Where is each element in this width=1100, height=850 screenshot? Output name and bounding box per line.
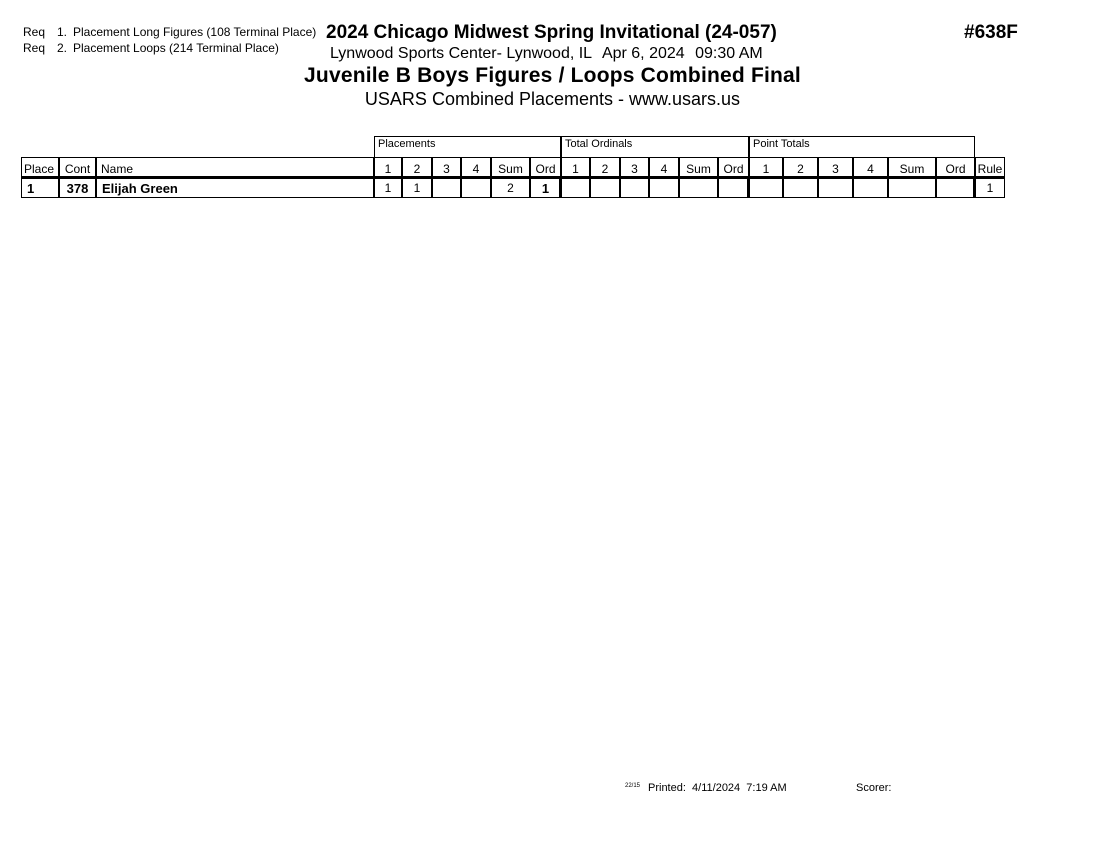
footer-code: 22/15 <box>625 783 641 789</box>
req-text: Placement Loops (214 Terminal Place) <box>73 41 279 55</box>
cell-ordinal-sum <box>679 178 718 198</box>
cell-ordinal-ord <box>718 178 749 198</box>
col-header-placement-4: 4 <box>461 157 491 178</box>
cell-rule: 1 <box>975 178 1005 198</box>
scorer-label: Scorer: <box>856 782 892 794</box>
requirement-1 <box>23 25 316 39</box>
col-header-ordinal-sum: Sum <box>679 157 718 178</box>
col-header-name: Name <box>96 157 374 178</box>
cell-points-ord <box>936 178 975 198</box>
col-header-cont: Cont <box>59 157 96 178</box>
col-header-placement-ord: Ord <box>530 157 561 178</box>
col-header-points-1: 1 <box>749 157 783 178</box>
cell-placement-3 <box>432 178 461 198</box>
col-header-placement-2: 2 <box>402 157 432 178</box>
cell-placement-ord: 1 <box>530 178 561 198</box>
cell-placement-2: 1 <box>402 178 432 198</box>
printed-value: 4/11/2024 7:19 AM <box>692 782 787 794</box>
cell-ordinal-4 <box>649 178 679 198</box>
req-number: 2. <box>57 41 68 55</box>
col-header-points-2: 2 <box>783 157 818 178</box>
competition-title: 2024 Chicago Midwest Spring Invitational (24-057) <box>326 22 777 43</box>
printed-line <box>648 782 787 794</box>
cell-points-1 <box>749 178 783 198</box>
col-header-points-sum: Sum <box>888 157 936 178</box>
cell-placement-4 <box>461 178 491 198</box>
venue: Lynwood Sports Center- Lynwood, IL <box>330 45 592 62</box>
cell-placement-1: 1 <box>374 178 402 198</box>
col-header-placement-3: 3 <box>432 157 461 178</box>
header-rule <box>21 176 1005 179</box>
event-number: #638F <box>964 22 1018 43</box>
cell-ordinal-3 <box>620 178 649 198</box>
cell-name: Elijah Green <box>96 178 374 198</box>
cell-points-2 <box>783 178 818 198</box>
page-subtitle: USARS Combined Placements - www.usars.us <box>364 89 741 109</box>
cell-ordinal-2 <box>590 178 620 198</box>
venue-line <box>330 45 763 63</box>
event-title: Juvenile B Boys Figures / Loops Combined Final <box>304 64 801 87</box>
cell-points-3 <box>818 178 853 198</box>
col-header-ordinal-3: 3 <box>620 157 649 178</box>
cell-points-4 <box>853 178 888 198</box>
cell-points-sum <box>888 178 936 198</box>
group-divider <box>973 178 976 198</box>
col-header-points-ord: Ord <box>936 157 975 178</box>
printed-label: Printed: <box>648 782 686 794</box>
cell-place: 1 <box>21 178 59 198</box>
cell-placement-sum: 2 <box>491 178 530 198</box>
group-divider <box>747 178 750 198</box>
col-header-placement-sum: Sum <box>491 157 530 178</box>
col-header-ordinal-2: 2 <box>590 157 620 178</box>
col-header-ordinal-ord: Ord <box>718 157 749 178</box>
col-header-ordinal-4: 4 <box>649 157 679 178</box>
group-point-totals: Point Totals <box>749 136 975 157</box>
cell-ordinal-1 <box>561 178 590 198</box>
col-header-ordinal-1: 1 <box>561 157 590 178</box>
req-number: 1. <box>57 25 68 39</box>
col-header-place: Place <box>21 157 59 178</box>
req-text: Placement Long Figures (108 Terminal Place) <box>73 25 317 39</box>
group-total-ordinals: Total Ordinals <box>561 136 749 157</box>
col-header-rule: Rule <box>975 157 1005 178</box>
event-date: Apr 6, 2024 <box>601 45 685 62</box>
group-divider <box>559 178 562 198</box>
group-placements: Placements <box>374 136 561 157</box>
cell-cont: 378 <box>59 178 96 198</box>
req-label: Req <box>23 41 46 55</box>
event-time: 09:30 AM <box>695 45 763 62</box>
col-header-points-3: 3 <box>818 157 853 178</box>
requirement-2 <box>23 41 279 55</box>
col-header-placement-1: 1 <box>374 157 402 178</box>
col-header-points-4: 4 <box>853 157 888 178</box>
req-label: Req <box>23 25 46 39</box>
